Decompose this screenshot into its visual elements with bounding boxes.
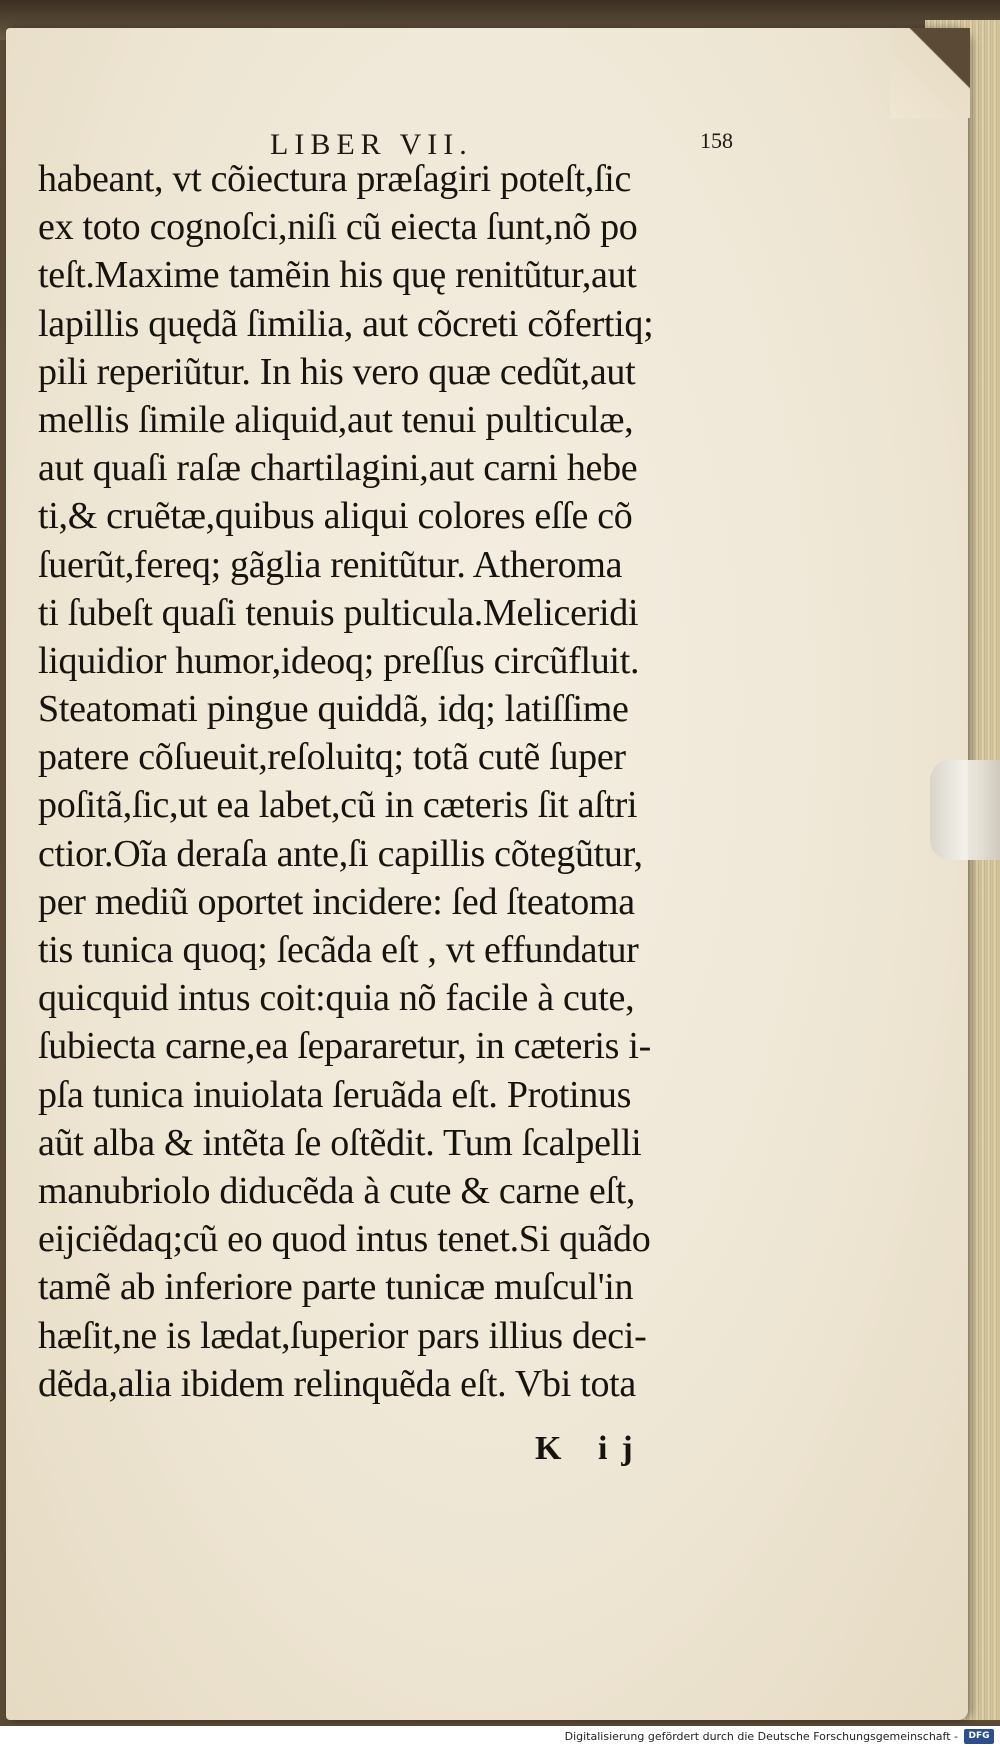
text-line: poſitã,ſic,ut ea labet,cũ in cæteris ſit aſtri <box>38 784 638 827</box>
text-line: mellis ſimile aliquid,aut tenui pulticulæ, <box>38 398 634 441</box>
text-line: tamẽ ab inferiore parte tunicæ muſcul'in <box>38 1266 634 1309</box>
text-line: Steatomati pingue quiddã, idq; latiſſime <box>38 688 629 731</box>
text-line: tis tunica quoq; ſecãda eſt , vt effundatur <box>38 929 639 971</box>
text-line: lapillis quędã ſimilia, aut cõcreti cõfertiq; <box>38 302 654 345</box>
text-line: habeant, vt cõiectura præſagiri poteſt,ſic <box>38 158 632 200</box>
text-line: aut quaſi raſæ chartilagini,aut carni hebe <box>38 447 638 490</box>
text-line: eijciẽdaq;cũ eo quod intus tenet.Si quãdo <box>38 1218 651 1261</box>
page-tab-marker <box>930 760 1000 860</box>
text-line: pſa tunica inuiolata ſeruãda eſt. Protinus <box>38 1073 632 1116</box>
folio-number: 158 <box>700 128 733 153</box>
text-line: per mediũ oportet incidere: ſed ſteatoma <box>38 880 635 923</box>
text-line: dẽda,alia ibidem relinquẽda eſt. Vbi tota <box>38 1362 636 1405</box>
text-line: pili reperiũtur. In his vero quæ cedũt,aut <box>38 350 636 393</box>
text-line: ti,& cruẽtæ,quibus aliqui colores eſſe cõ <box>38 495 633 538</box>
footer-bar <box>0 1726 1000 1749</box>
text-line: aũt alba & intẽta ſe oſtẽdit. Tum ſcalpelli <box>38 1121 642 1164</box>
dfg-logo-icon: DFG <box>964 1729 994 1744</box>
text-line: ſubiecta carne,ea ſepararetur, in cæteris i- <box>38 1025 651 1068</box>
running-head: LIBER VII. <box>270 128 473 161</box>
text-line: manubriolo diducẽda à cute & carne eſt, <box>38 1169 636 1212</box>
funding-credit: Digitalisierung gefördert durch die Deutsche Forschungsgemeinschaft - <box>564 1730 958 1743</box>
text-block <box>38 155 763 1408</box>
text-line: ti ſubeſt quaſi tenuis pulticula.Meliceridi <box>38 591 639 634</box>
text-line: hæſit,ne is lædat,ſuperior pars illius deci- <box>38 1314 647 1357</box>
text-line: quicquid intus coit:quia nõ facile à cute, <box>38 977 635 1020</box>
text-line: patere cõſueuit,reſoluitq; totã cutẽ ſuper <box>38 736 626 779</box>
text-line: ex toto cognoſci,niſi cũ eiecta ſunt,nõ po <box>38 206 638 249</box>
signature-mark: K ij <box>535 1430 647 1467</box>
text-line: ſuerũt,fereq; gãglia renitũtur. Atheroma <box>38 543 623 586</box>
page-corner-fold <box>890 28 970 118</box>
text-line: liquidior humor,ideoq; preſſus circũfluit. <box>38 639 640 682</box>
text-line: teſt.Maxime tamẽin his quę renitũtur,aut <box>38 254 637 297</box>
text-line: ctior.Oĩa deraſa ante,ſi capillis cõtegũtur, <box>38 832 643 875</box>
